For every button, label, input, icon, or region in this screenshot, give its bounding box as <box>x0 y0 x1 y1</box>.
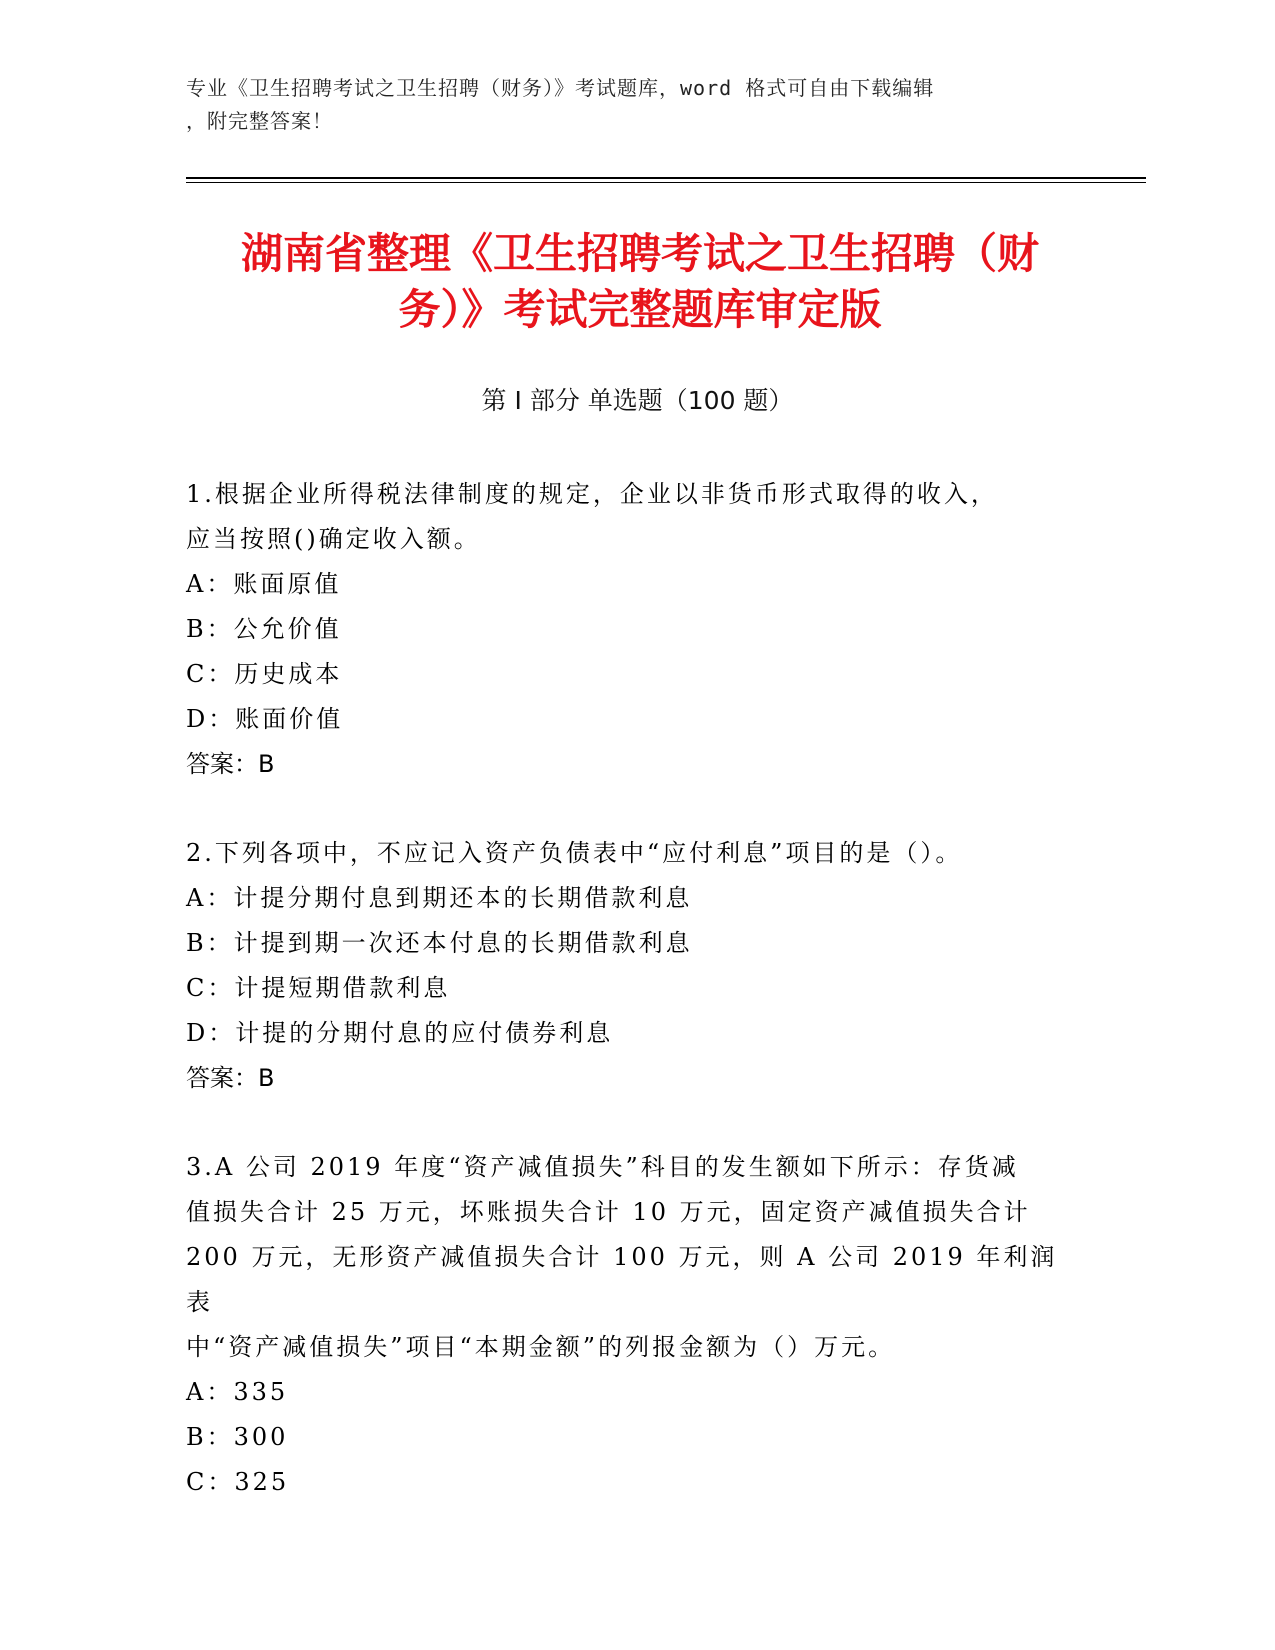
section-heading: 第 I 部分 单选题（100 题） <box>481 386 794 415</box>
header-note-line-2: ，附完整答案！ <box>186 109 333 133</box>
question-1 <box>186 472 1066 787</box>
option-d: D：账面价值 <box>186 705 344 733</box>
header-rule-thick <box>186 177 1146 179</box>
option-c: C：计提短期借款利息 <box>186 974 451 1002</box>
option-c: C：历史成本 <box>186 660 343 688</box>
option-b: B：计提到期一次还本付息的长期借款利息 <box>186 929 693 957</box>
question-stem: 2.下列各项中，不应记入资产负债表中“应付利息”项目的是（）。 <box>186 839 963 867</box>
option-d: D：计提的分期付息的应付债券利息 <box>186 1019 614 1047</box>
header-rule-thin <box>186 182 1146 183</box>
document-title-line-1: 湖南省整理《卫生招聘考试之卫生招聘（财 <box>240 229 1039 278</box>
question-stem: 1.根据企业所得税法律制度的规定，企业以非货币形式取得的收入， <box>186 480 998 508</box>
option-b: B：公允价值 <box>186 615 342 643</box>
question-stem: 中“资产减值损失”项目“本期金额”的列报金额为（）万元。 <box>186 1333 896 1361</box>
question-stem: 3.A 公司 2019 年度“资产减值损失”科目的发生额如下所示：存货减 <box>186 1153 1019 1181</box>
option-c: C：325 <box>186 1468 290 1496</box>
header-note <box>186 72 1066 138</box>
option-a: A：计提分期付息到期还本的长期借款利息 <box>186 884 693 912</box>
answer: 答案：B <box>186 1064 275 1092</box>
question-stem: 应当按照()确定收入额。 <box>186 525 481 553</box>
document-title <box>190 226 1090 338</box>
question-stem: 值损失合计 25 万元，坏账损失合计 10 万元，固定资产减值损失合计 <box>186 1198 1031 1226</box>
question-3 <box>186 1145 1066 1505</box>
question-2 <box>186 831 1066 1101</box>
question-list <box>186 472 1066 1549</box>
document-title-line-2: 务）》考试完整题库审定版 <box>398 285 882 334</box>
question-stem: 200 万元，无形资产减值损失合计 100 万元，则 A 公司 2019 年利润表 <box>186 1243 1058 1316</box>
option-b: B：300 <box>186 1423 289 1451</box>
option-a: A：335 <box>186 1378 289 1406</box>
header-note-line-1: 专业《卫生招聘考试之卫生招聘（财务）》考试题库，word 格式可自由下载编辑 <box>186 76 935 100</box>
answer: 答案：B <box>186 750 275 778</box>
option-a: A：账面原值 <box>186 570 342 598</box>
